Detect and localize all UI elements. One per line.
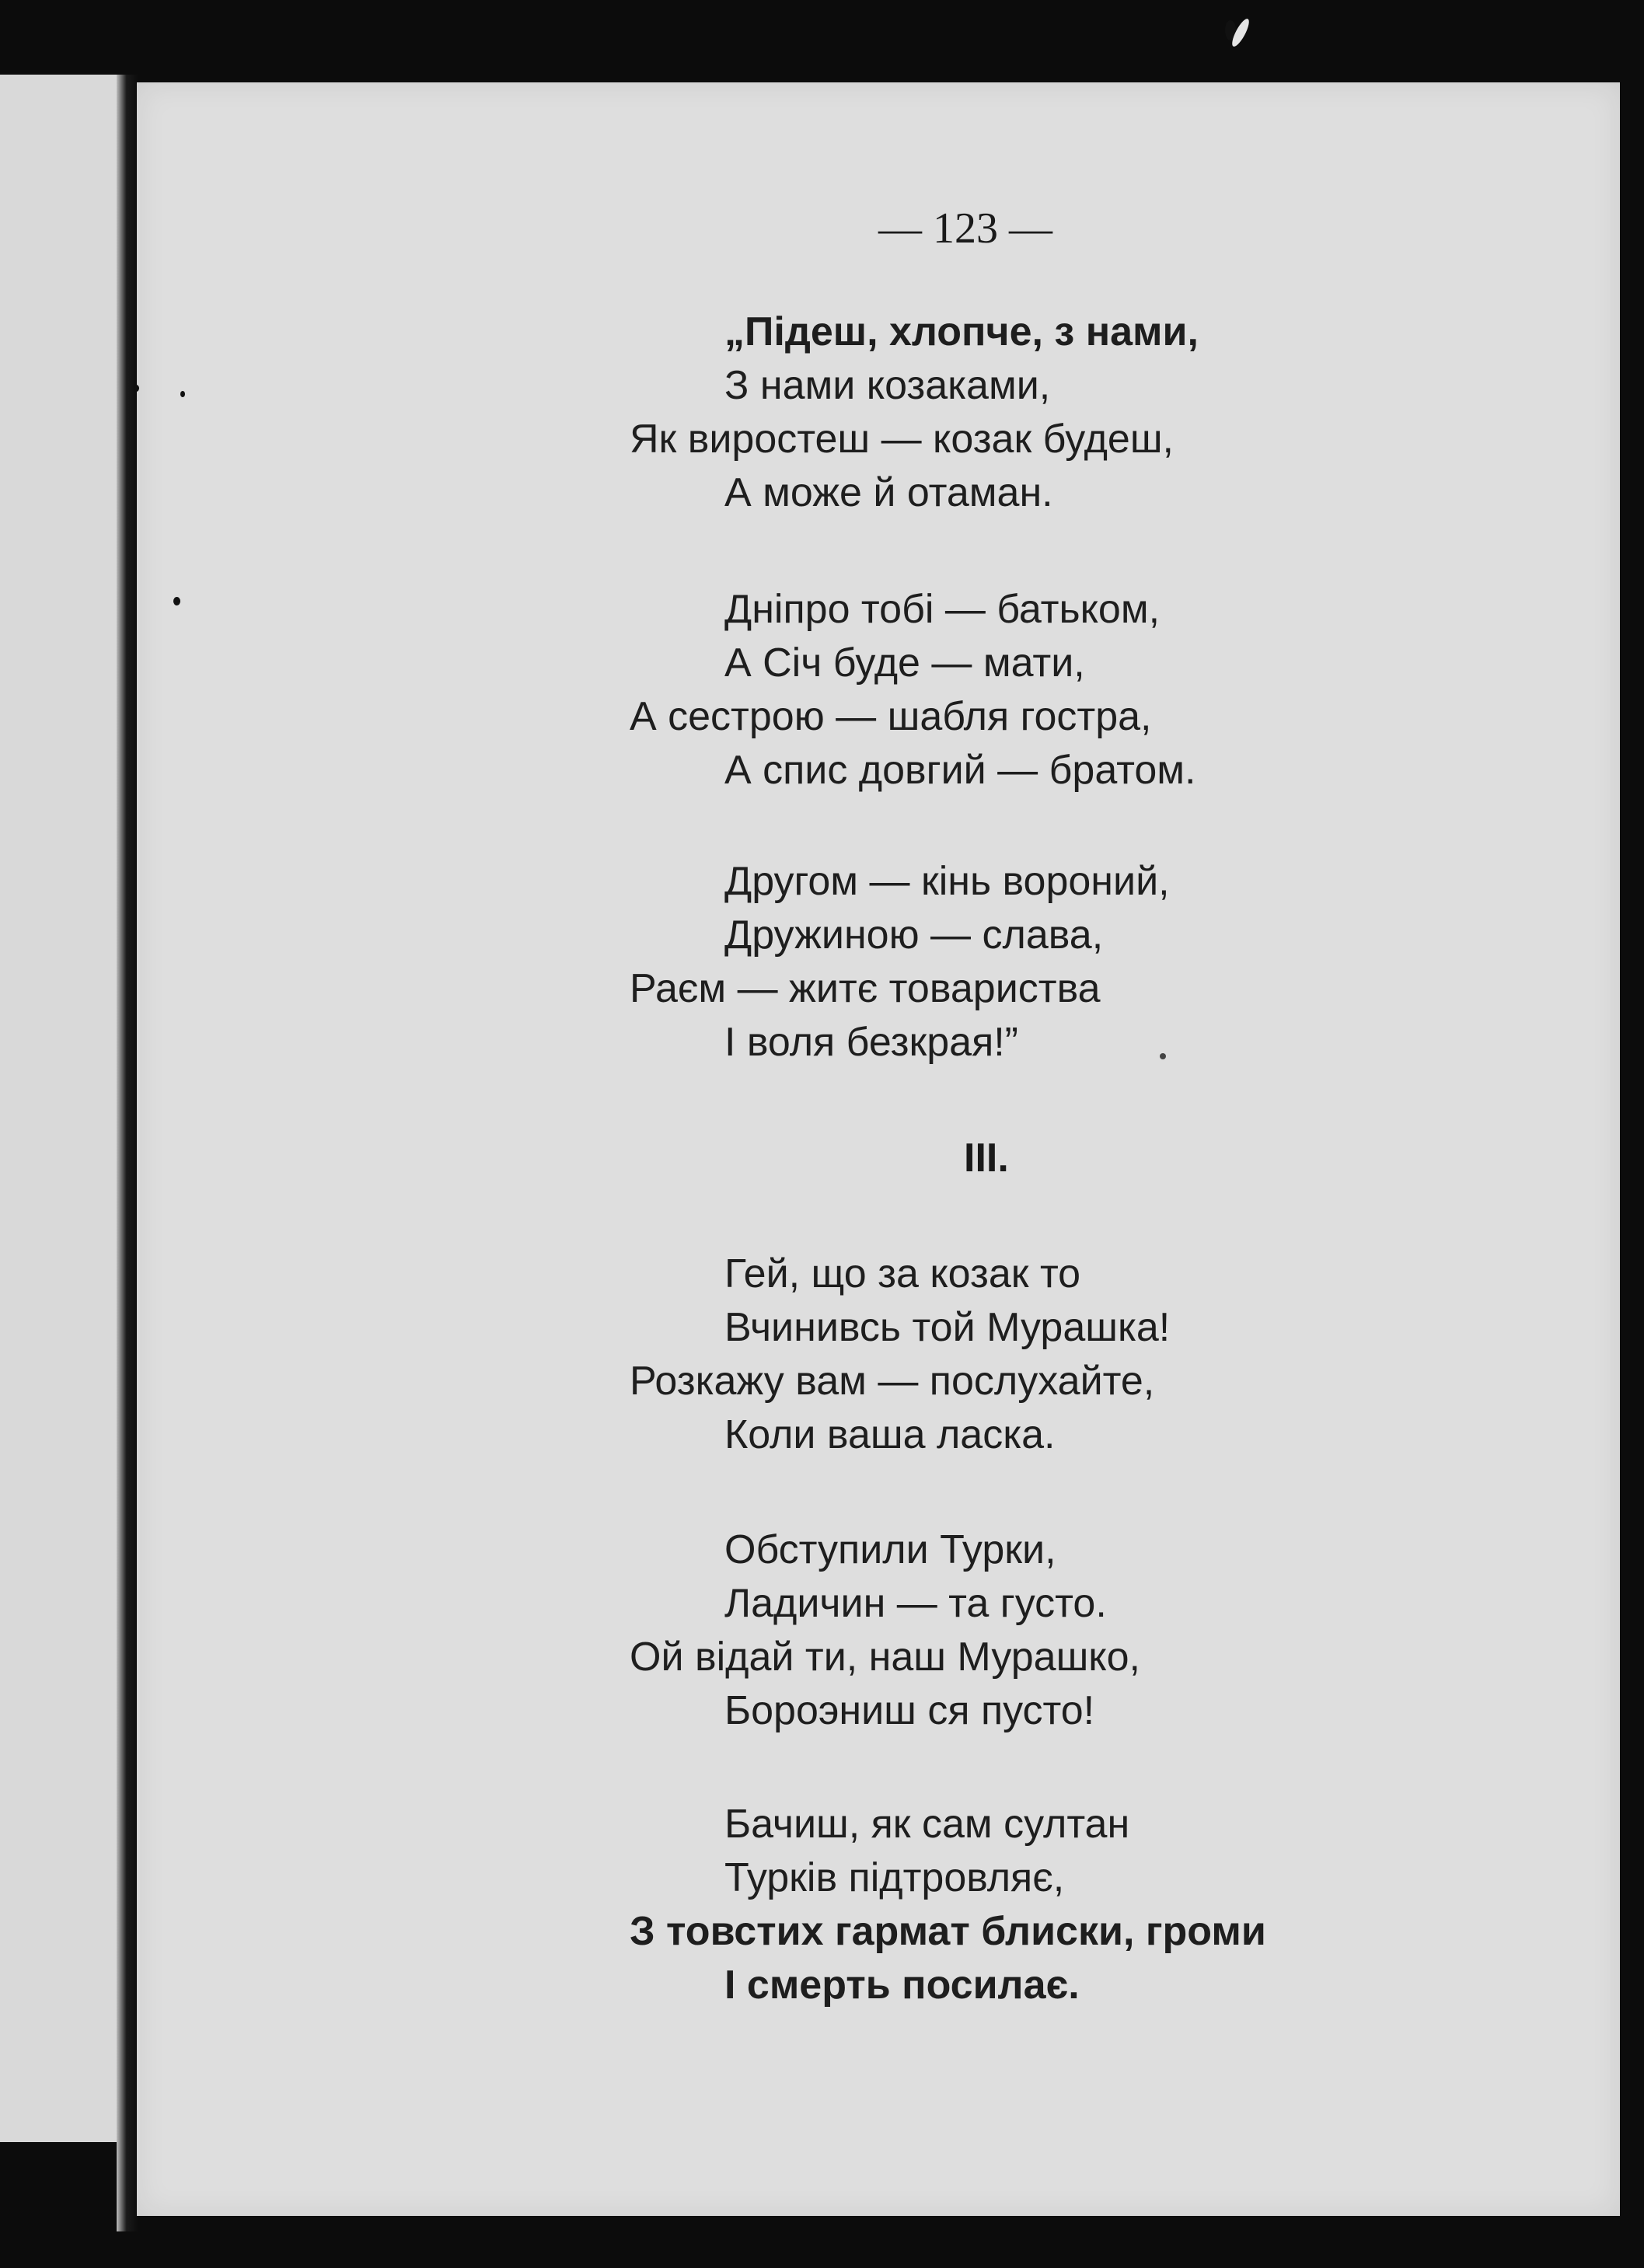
verse-line: Ой відай ти, наш Мурашко, — [630, 1635, 1141, 1680]
verse-line: Як виростеш — козак будеш, — [630, 417, 1174, 462]
verse-line: Бороэниш ся пусто! — [724, 1688, 1095, 1733]
verse-line: Другом — кінь вороний, — [724, 859, 1170, 904]
verse-line: „Підеш, хлопче, з нами, — [724, 309, 1199, 354]
verse-line: З товстих гармат блиски, громи — [630, 1909, 1266, 1954]
stanza — [630, 1798, 1368, 2012]
stanza — [630, 1523, 1368, 1738]
verse-line: Раєм — житє товариства — [630, 966, 1101, 1011]
stanza — [630, 583, 1368, 797]
book-gutter — [117, 75, 138, 2231]
page-number: — 123 — — [878, 204, 1052, 253]
verse-line: І смерть посилає. — [724, 1963, 1080, 2008]
ink-speck — [173, 597, 180, 605]
verse-line: І воля безкрая!” — [724, 1020, 1018, 1065]
ink-speck — [134, 385, 139, 392]
verse-line: Ладичин — та густо. — [724, 1581, 1107, 1626]
left-page-margin — [0, 75, 123, 2142]
ink-speck — [180, 391, 185, 397]
verse-line: А Січ буде — мати, — [724, 640, 1085, 686]
section-heading: III. — [964, 1136, 1009, 1181]
verse-line: Дружиною — слава, — [724, 912, 1104, 958]
verse-line: А може й отаман. — [724, 470, 1053, 515]
verse-line: Бачиш, як сам султан — [724, 1802, 1130, 1847]
verse-line: А спис довгий — братом. — [724, 748, 1196, 793]
verse-line: Коли ваша ласка. — [724, 1412, 1056, 1457]
verse-line: Дніпро тобі — батьком, — [724, 587, 1161, 632]
verse-line: Обступили Турки, — [724, 1527, 1056, 1572]
verse-line: З нами козаками, — [724, 363, 1051, 408]
verse-line: Розкажу вам — послухайте, — [630, 1359, 1155, 1404]
stanza — [630, 305, 1368, 520]
verse-line: Вчинивсь той Мурашка! — [724, 1305, 1171, 1350]
verse-line: Гей, що за козак то — [724, 1251, 1081, 1296]
stanza — [630, 1247, 1368, 1462]
verse-line: А сестрою — шабля гостра, — [630, 694, 1152, 739]
stanza — [630, 855, 1368, 1069]
verse-line: Турків підтровляє, — [724, 1855, 1065, 1900]
